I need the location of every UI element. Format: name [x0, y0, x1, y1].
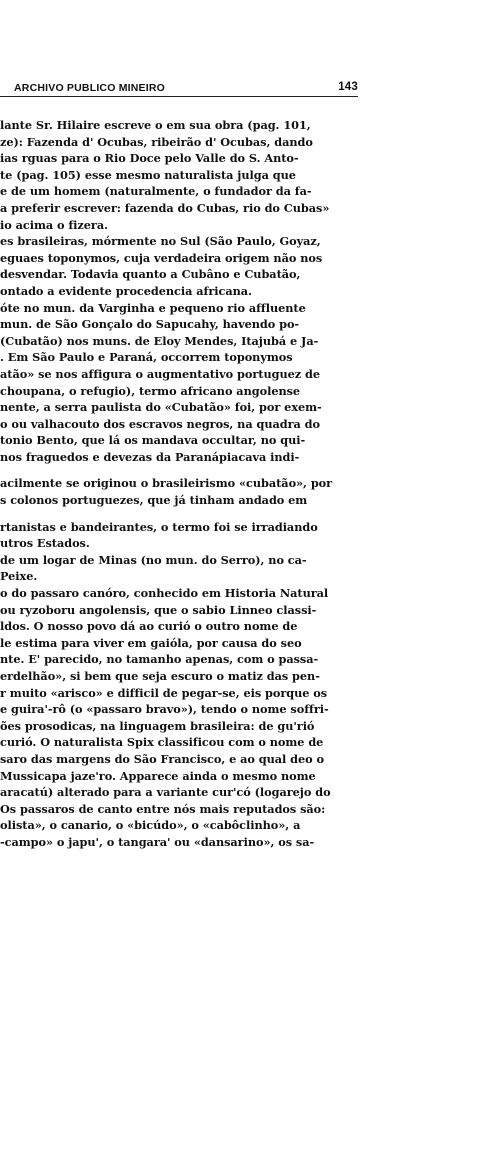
text-line: óte no mun. da Varginha e pequeno rio affluente: [0, 300, 306, 315]
text-line: lante Sr. Hilaire escreve o em sua obra (pag. 101,: [0, 118, 311, 132]
text-line: (Cubatão) nos muns. de Eloy Mendes, Itajubá e Ja-: [0, 333, 319, 348]
text-line: ze): Fazenda d' Ocubas, ribeirão d' Ocubas, dando: [0, 134, 313, 149]
text-line: ias rguas para o Rio Doce pelo Valle do S. Anto-: [0, 151, 299, 166]
text-line: o do passaro canóro, conhecido em Historia Natural: [0, 586, 329, 601]
text-line: curió. O naturalista Spix classificou com o nome de: [0, 735, 324, 750]
page-number: 143: [338, 81, 358, 93]
text-line: nente, a serra paulista do «Cubatão» foi, por exem-: [0, 400, 322, 415]
text-line: es brasileiras, mórmente no Sul (São Paulo, Goyaz,: [0, 234, 321, 249]
text-line: nos fraguedos e devezas da Paranápiacava indi-: [0, 449, 300, 464]
text-line: e de um homem (naturalmente, o fundador da fa-: [0, 184, 312, 199]
text-line: e guira'-rô (o «passaro bravo»), tendo o nome soffri-: [0, 702, 329, 717]
text-line: acilmente se originou o brasileirismo «cubatão», por: [0, 476, 333, 491]
text-line: o ou valhacouto dos escravos negros, na quadra do: [0, 416, 320, 431]
text-line: ou ryzoboru angolensis, que o sabio Linneo classi-: [0, 602, 317, 617]
text-line: nte. E' parecido, no tamanho apenas, com o passa-: [0, 652, 319, 667]
text-line: olista», o canario, o «bicúdo», o «cabôclinho», a: [0, 818, 301, 833]
text-line: atão» se nos affigura o augmentativo portuguez de: [0, 366, 320, 381]
text-line: io acima o fizera.: [0, 217, 108, 232]
running-title: ARCHIVO PUBLICO MINEIRO: [14, 82, 166, 94]
text-line: utros Estados.: [0, 536, 90, 551]
text-line: ldos. O nosso povo dá ao curió o outro nome de: [0, 619, 298, 634]
header-rule: [0, 96, 358, 97]
text-line: desvendar. Todavia quanto a Cubâno e Cubatão,: [0, 267, 301, 282]
text-line: te (pag. 105) esse mesmo naturalista julga que: [0, 167, 296, 182]
text-line: erdelhão», si bem que seja escuro o matiz das pen-: [0, 669, 320, 683]
text-line: de um logar de Minas (no mun. do Serro), no ca-: [0, 552, 307, 567]
text-line: tonio Bento, que lá os mandava occultar, no qui-: [0, 433, 306, 448]
text-line: eguaes toponymos, cuja verdadeira origem não nos: [0, 250, 323, 265]
text-line: saro das margens do São Francisco, e ao qual deo o: [0, 751, 325, 766]
text-line: Mussicapa jaze'ro. Apparece ainda o mesmo nome: [0, 768, 316, 783]
paragraph-gap: [0, 509, 372, 519]
text-line: r muito «arisco» e difficil de pegar-se, eis porque os: [0, 685, 328, 700]
text-line: ontado a evidente procedencia africana.: [0, 283, 252, 298]
text-line: Peixe.: [0, 569, 38, 584]
text-line: aracatú) alterado para a variante cur'có (logarejo do: [0, 785, 331, 800]
body-text: [0, 117, 372, 851]
text-line: Os passaros de canto entre nós mais reputados são:: [0, 801, 326, 816]
text-line: . Em São Paulo e Paraná, occorrem toponymos: [0, 350, 293, 365]
text-line: mun. de São Gonçalo do Sapucahy, havendo po-: [0, 317, 300, 332]
text-line: s colonos portuguezes, que já tinham andado em: [0, 493, 308, 508]
text-line: -campo» o japu', o tangara' ou «dansarino», os sa-: [0, 834, 315, 849]
text-line: a preferir escrever: fazenda do Cubas, rio do Cubas»: [0, 200, 330, 215]
text-line: choupana, o refugio), termo africano angolense: [0, 383, 301, 398]
paragraph-gap: [0, 465, 372, 475]
text-line: le estima para viver em gaióla, por causa do seo: [0, 635, 302, 650]
text-line: ões prosodicas, na linguagem brasileira: de gu'rió: [0, 718, 315, 733]
text-line: rtanistas e bandeirantes, o termo foi se irradiando: [0, 519, 318, 534]
